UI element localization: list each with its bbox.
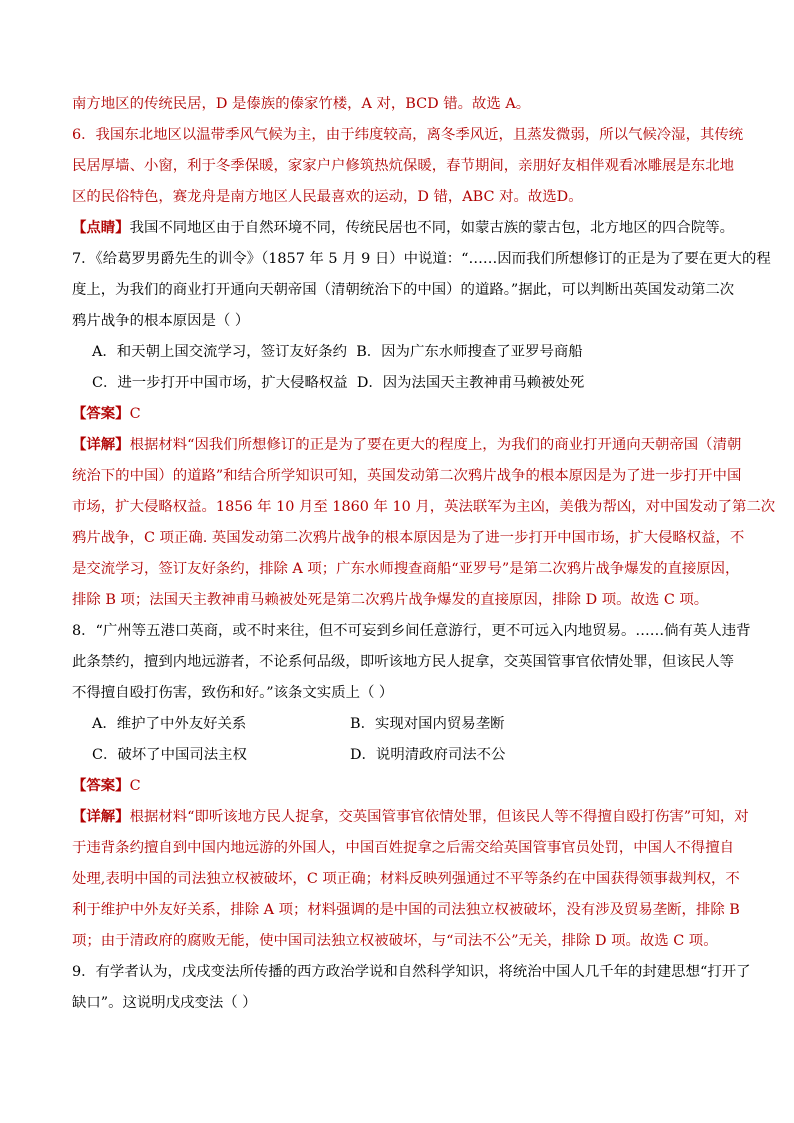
q8-stem-3: 不得擅自殴打伤害，致伤和好。”该条文实质上（ ）: [72, 685, 394, 701]
q7-detail-tag: 【详解】: [72, 436, 130, 453]
q8-stem-2: 此条禁约，擅到内地远游者，不论系何品级，即听该地方民人捉拿，交英国管事官依情处罪，但该民人等: [72, 654, 734, 670]
q7-detail-5: 是交流学习，签订友好条约，排除 A 项；广东水师搜查商船“亚罗号”是第二次鸦片战争爆发的直接原因，: [72, 561, 740, 577]
question-8: [72, 621, 751, 951]
q8-options-cd: [72, 745, 724, 765]
document-page: [72, 94, 776, 1013]
q8-option-c: C．破坏了中国司法主权: [92, 747, 247, 763]
dianjing-tag: 【点睛】: [72, 219, 130, 236]
q7-stem-2: 度上，为我们的商业打开通向天朝帝国（清朝统治下的中国）的道路。”据此，可以判断出英国发动第二次: [72, 282, 735, 298]
q6-line-1: 6．我国东北地区以温带季风气候为主，由于纬度较高，离冬季风近，且蒸发微弱，所以气候冷湿，其传统: [72, 127, 744, 143]
q8-answer: [72, 776, 724, 796]
q8-detail-tag: 【详解】: [72, 808, 130, 825]
q8-detail-5: 项；由于清政府的腐败无能，使中国司法独立权被破坏，与“司法不公”无关，排除 D 项。故选 C 项。: [72, 933, 718, 949]
prev-answer-line: 南方地区的传统民居，D 是傣族的傣家竹楼，A 对，BCD 错。故选 A。: [72, 96, 531, 112]
q7-option-c: C．进一步打开中国市场，扩大侵略权益: [92, 375, 348, 391]
q7-options-cd: [72, 373, 724, 393]
q7-detail-2: 统治下的中国）的道路”和结合所学知识可知，英国发动第二次鸦片战争的根本原因是为了进一步打开中国: [72, 468, 742, 484]
q8-detail-1: [72, 807, 749, 827]
q7-option-a: A．和天朝上国交流学习，签订友好条约: [92, 344, 348, 360]
q9-stem-1: 9．有学者认为，戊戌变法所传播的西方政治学说和自然科学知识，将统治中国人几千年的封建思想“打开了: [72, 964, 751, 980]
q7-detail-text-1: 根据材料“因我们所想修订的正是为了要在更大的程度上，为我们的商业打开通向天朝帝国（清朝: [129, 437, 742, 453]
q8-detail-text-1: 根据材料“即听该地方民人捉拿，交英国管事官依情处罪，但该民人等不得擅自殴打伤害”可知，对: [129, 809, 749, 825]
q8-option-a: A．维护了中外友好关系: [92, 716, 247, 732]
q7-stem-1: 7．《给葛罗男爵先生的训令》（1857 年 5 月 9 日）中说道：“……因而我们所想修订的正是为了要在更大的程: [72, 251, 771, 267]
q6-explanation: [72, 125, 744, 207]
q7-answer-value: C: [129, 406, 141, 422]
q7-detail-4: 鸦片战争，C 项正确. 英国发动第二次鸦片战争的根本原因是为了进一步打开中国市场，扩大侵略权益，不: [72, 530, 745, 546]
dianjing-text: 我国不同地区由于自然环境不同，传统民居也不同，如蒙古族的蒙古包，北方地区的四合院等。: [129, 220, 734, 236]
q8-answer-tag: 【答案】: [72, 777, 130, 794]
q8-options-ab: [72, 714, 724, 734]
q7-detail-3: 市场，扩大侵略权益。1856 年 10 月至 1860 年 10 月，英法联军为主凶，美俄为帮凶，对中国发动了第二次: [72, 499, 776, 515]
q8-detail-2: 于违背条约擅自到中国内地远游的外国人，中国百姓捉拿之后需交给英国管事官员处罚，中国人不得擅自: [72, 840, 734, 856]
q7-answer-tag: 【答案】: [72, 405, 130, 422]
q8-detail-3: 处理,表明中国的司法独立权被破坏，C 项正确；材料反映列强通过不平等条约在中国获得领事裁判权，不: [72, 871, 740, 887]
q8-option-b: B．实现对国内贸易垄断: [350, 716, 505, 732]
q7-answer: [72, 404, 724, 424]
question-9: [72, 962, 751, 1013]
q8-detail-4: 利于维护中外友好关系，排除 A 项；材料强调的是中国的司法独立权被破坏，没有涉及贸易垄断，排除 B: [72, 902, 740, 918]
question-7: [72, 249, 776, 610]
q8-answer-value: C: [129, 778, 141, 794]
q8-stem-1: 8．“广州等五港口英商，或不时来往，但不可妄到乡间任意游行，更不可远入内地贸易。……倘有英人违背: [72, 623, 751, 639]
q8-option-d: D．说明清政府司法不公: [350, 747, 506, 763]
q6-line-3: 区的民俗特色，赛龙舟是南方地区人民最喜欢的运动，D 错，ABC 对。故选D。: [72, 189, 583, 205]
q7-option-b: B．因为广东水师搜查了亚罗号商船: [356, 344, 583, 360]
dianjing-line: [72, 218, 734, 238]
q7-option-d: D．因为法国天主教神甫马赖被处死: [356, 375, 585, 391]
q7-detail-1: [72, 435, 742, 455]
q6-line-2: 民居厚墙、小窗，利于冬季保暖，家家户户修筑热炕保暖，春节期间，亲朋好友相伴观看冰雕展是东北地: [72, 158, 734, 174]
q7-stem-3: 鸦片战争的根本原因是（ ）: [72, 313, 250, 329]
q7-options-ab: [72, 342, 724, 362]
q9-stem-2: 缺口”。这说明戊戌变法（ ）: [72, 995, 257, 1011]
q7-detail-6: 排除 B 项；法国天主教神甫马赖被处死是第二次鸦片战争爆发的直接原因，排除 D 项。故选 C 项。: [72, 592, 709, 608]
